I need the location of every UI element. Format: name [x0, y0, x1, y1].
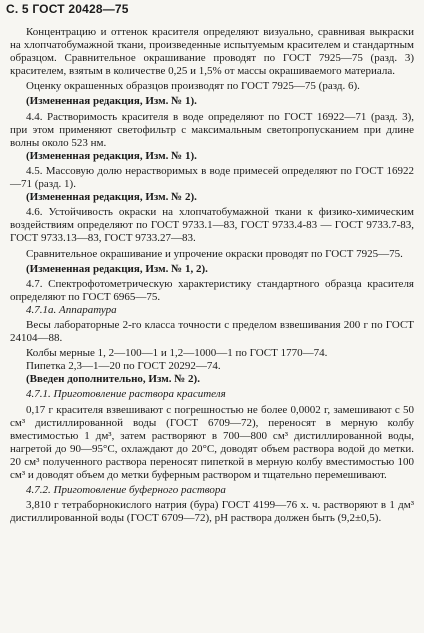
paragraph: 3,810 г тетраборнокислого натрия (бура) ГОСТ 4199—76 х. ч. растворяют в 1 дм³ дистиллированной воды (ГОСТ 6709—72), рН раствора должен быть (9,2±0,5).: [10, 499, 414, 525]
page-header: С. 5 ГОСТ 20428—75: [6, 2, 129, 16]
paragraph: 4.7.1а. Аппаратура: [26, 303, 117, 316]
paragraph: 0,17 г красителя взвешивают с погрешностью не более 0,0002 г, замешивают с 50 см³ дистиллированной воды (ГОСТ 6709—72), переносят в мерную колбу вместимостью 1 дм³, затем растворяют в 700—800 см³ дистиллированной воды, нагретой до 90—95°С, охлаждают до 20°С, доводят объем раствора водой до метки. 20 см³ полученного раствора переносят пипеткой в мерную колбу вместимостью 100 см³ и доводят объем до метки буферным раствором и тщательно перемешивают.: [10, 403, 414, 481]
paragraph: (Введен дополнительно, Изм. № 2).: [26, 373, 200, 386]
paragraph: 4.7. Спектрофотометрическую характеристику стандартного образца красителя определяют по ГОСТ 6965—75.: [10, 277, 414, 303]
paragraph: 4.7.1. Приготовление раствора красителя: [26, 388, 226, 401]
body-text: [10, 26, 414, 525]
paragraph: Сравнительное окрашивание и упрочение окраски проводят по ГОСТ 7925—75.: [26, 247, 403, 260]
paragraph: 4.7.2. Приготовление буферного раствора: [26, 484, 226, 497]
paragraph: Оценку окрашенных образцов производят по ГОСТ 7925—75 (разд. 6).: [26, 80, 360, 93]
paragraph: Весы лабораторные 2-го класса точности с пределом взвешивания 200 г по ГОСТ 24104—88.: [10, 318, 414, 345]
paragraph: Колбы мерные 1, 2—100—1 и 1,2—1000—1 по ГОСТ 1770—74.: [26, 347, 328, 360]
paragraph: (Измененная редакция, Изм. № 1).: [26, 95, 197, 108]
paragraph: (Измененная редакция, Изм. № 2).: [26, 191, 197, 204]
paragraph: Пипетка 2,3—1—20 по ГОСТ 20292—74.: [26, 360, 221, 373]
paragraph: 4.6. Устойчивость окраски на хлопчатобумажной ткани к физико-химическим воздействиям определяют по ГОСТ 9733.1—83, ГОСТ 9733.4-83 — ГОСТ 9733.7-83, ГОСТ 9733.13—83, ГОСТ 9733.27—83.: [10, 206, 414, 245]
paragraph: 4.4. Растворимость красителя в воде определяют по ГОСТ 16922—71 (разд. 3), при этом применяют светофильтр с максимальным светопропусканием при длине волны около 523 нм.: [10, 110, 414, 149]
paragraph: 4.5. Массовую долю нерастворимых в воде примесей определяют по ГОСТ 16922—71 (разд. 1).: [10, 164, 414, 191]
paragraph: (Измененная редакция, Изм. № 1, 2).: [26, 262, 208, 275]
paragraph: Концентрацию и оттенок красителя определяют визуально, сравнивая выкраски на хлопчатобумажной ткани, произведенные испытуемым красителем и стандартным образцом. Сравнительное окрашивание проводят по ГОСТ 7925—75 (разд. 3) красителем, взятым в количестве 0,25 и 1,5% от массы окрашиваемого материала.: [10, 26, 414, 78]
paragraph: (Измененная редакция, Изм. № 1).: [26, 149, 197, 162]
